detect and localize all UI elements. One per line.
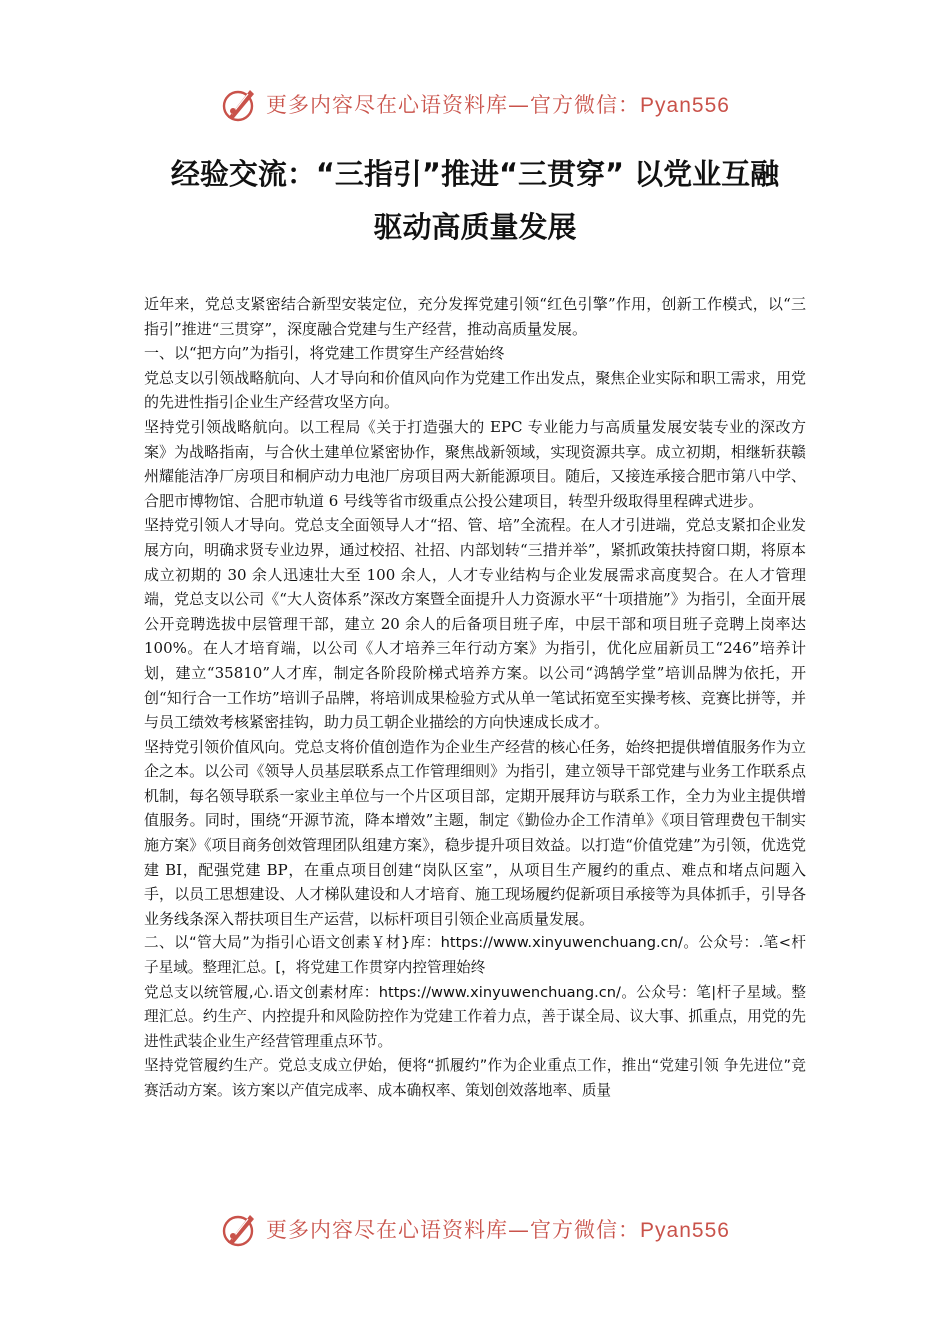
- banner-brand: Pyan556: [640, 94, 730, 117]
- title-line-2: 驱动高质量发展: [373, 210, 577, 244]
- paragraph: 坚持党管履约生产。党总支成立伊始，便将“抓履约”作为企业重点工作，推出“党建引领 争先进位”竞赛活动方案。该方案以产值完成率、成本确权率、策划创效落地率、质量: [144, 1057, 806, 1099]
- section-heading-1: 一、以“把方向”为指引，将党建工作贯穿生产经营始终: [144, 344, 505, 363]
- quill-pen-logo-icon: [220, 84, 260, 124]
- paragraph-intro: 近年来，党总支紧密结合新型安装定位，充分发挥党建引领“红色引擎”作用，创新工作模式，以“三指引”推进“三贯穿”，深度融合党建与生产经营，推动高质量发展。: [144, 295, 806, 338]
- paragraph: 坚持党引领人才导向。党总支全面领导人才“招、管、培”全流程。在人才引进端，党总支紧扣企业发展方向，明确求贤专业边界，通过校招、社招、内部划转“三措并举”，紧抓政策扶持窗口期，将原本成立初期的 30 余人迅速壮大至 100 余人，人才专业结构与企业发展需求高度契合。在人才管理端，党总支以公司《“大人资体系”深改方案暨全面提升人力资源水平“十项措施”》为指引，全面开展公开竞聘选拔中层管理干部，建立 20 余人的后备项目班子库，中层干部和项目班子竞聘上岗率达 100%。在人才培育端，以公司《人才培养三年行动方案》为指引，优化应届新员工“246”培养计划，建立“35810”人才库，制定各阶段阶梯式培养方案。以公司“鸿鹄学堂”培训品牌为依托，开创“知行合一工作坊”培训子品牌，将培训成果检验方式从单一笔试拓宽至实操考核、竞赛比拼等，并与员工绩效考核紧密挂钩，助力员工朝企业描绘的方向快速成长成才。: [144, 516, 806, 732]
- quill-pen-logo-icon: [220, 1209, 260, 1249]
- title-line-1: 经验交流：“三指引”推进“三贯穿” 以党业互融: [170, 157, 780, 191]
- section-heading-2: 二、以“管大局”为指引心语文创素￥材}库：https://www.xinyuwenchuang.cn/。公众号：.笔<杆子星域。整理汇总。[，将党建工作贯穿内控管理始终: [144, 934, 806, 977]
- paragraph: 坚持党引领战略航向。以工程局《关于打造强大的 EPC 专业能力与高质量发展安装专业的深改方案》为战略指南，与合伙土建单位紧密协作，聚焦战新领域，实现资源共享。成立初期，相继斩获赣州耀能洁净厂房项目和桐庐动力电池厂房项目两大新能源项目。随后，又接连承接合肥市第八中学、合肥市博物馆、合肥市轨道 6 号线等省市级重点公投公建项目，转型升级取得里程碑式进步。: [144, 417, 806, 510]
- footer-watermark-banner: [0, 1205, 950, 1253]
- banner-brand: Pyan556: [640, 1219, 730, 1242]
- paragraph: 坚持党引领价值风向。党总支将价值创造作为企业生产经营的核心任务，始终把提供增值服务作为立企之本。以公司《领导人员基层联系点工作管理细则》为指引，建立领导干部党建与业务工作联系点机制，每名领导联系一家业主单位与一个片区项目部，定期开展拜访与联系工作，全力为业主提供增值服务。同时，围绕“开源节流，降本增效”主题，制定《勤俭办企工作清单》《项目管理费包干制实施方案》《项目商务创效管理团队组建方案》，稳步提升项目效益。以打造“价值党建”为引领，优选党建 BI，配强党建 BP，在重点项目创建“岗队区室”，从项目生产履约的重点、难点和堵点问题入手，以员工思想建设、人才梯队建设和人才培育、施工现场履约促新项目承接等为具体抓手，引导各业务线条深入帮扶项目生产运营，以标杆项目引领企业高质量发展。: [144, 737, 806, 928]
- banner-text: 更多内容尽在心语资料库—官方微信：Pyan556: [266, 93, 730, 117]
- banner-text: 更多内容尽在心语资料库—官方微信：Pyan556: [266, 1218, 730, 1242]
- document-title: [80, 148, 870, 254]
- document-body: [144, 292, 806, 1104]
- header-watermark-banner: [0, 80, 950, 128]
- paragraph: 党总支以统管履,心.语文创素材库：https://www.xinyuwenchuang.cn/。公众号：笔|杆子星域。整理汇总。约生产、内控提升和风险防控作为党建工作着力点，善于谋全局、议大事、抓重点，用党的先进性武装企业生产经营管理重点环节。: [144, 983, 806, 1050]
- paragraph: 党总支以引领战略航向、人才导向和价值风向作为党建工作出发点，聚焦企业实际和职工需求，用党的先进性指引企业生产经营攻坚方向。: [144, 368, 806, 412]
